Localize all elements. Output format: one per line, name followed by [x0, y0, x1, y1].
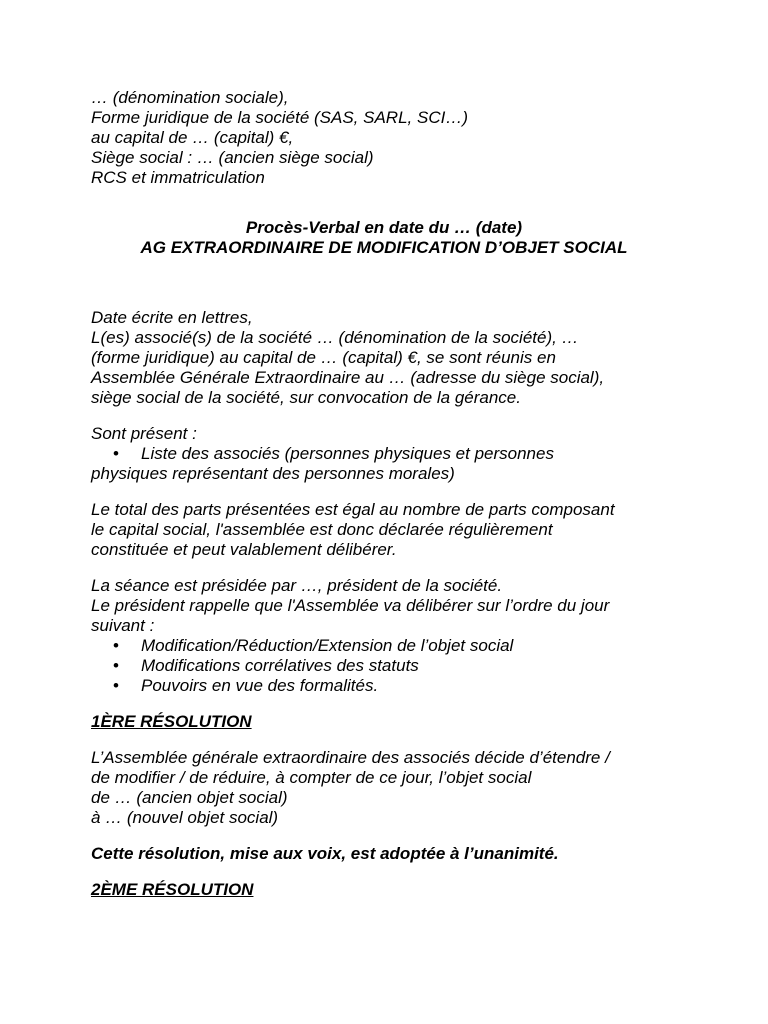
present-label: Sont présent :: [91, 424, 197, 443]
present-item-continuation: physiques représentant des personnes morales): [91, 464, 455, 483]
bullet-icon: •: [113, 444, 119, 463]
list-item: [91, 676, 691, 696]
spacer: [91, 828, 691, 844]
agenda-list: [91, 636, 691, 696]
resolution-line: de modifier / de réduire, à compter de ce jour, l’objet social: [91, 768, 532, 787]
resolution-1-heading: 1ÈRE RÉSOLUTION: [91, 712, 252, 731]
present-section: [91, 424, 691, 484]
legal-form-line: Forme juridique de la société (SAS, SARL, SCI…): [91, 108, 468, 127]
list-item: [91, 636, 691, 656]
intro-line: (forme juridique) au capital de … (capital) €, se sont réunis en: [91, 348, 556, 367]
spacer: [91, 188, 691, 218]
spacer: [91, 258, 691, 308]
bullet-icon: •: [113, 656, 119, 675]
agenda-item-text: Pouvoirs en vue des formalités.: [141, 676, 379, 695]
resolution-line: L’Assemblée générale extraordinaire des associés décide d’étendre /: [91, 748, 610, 767]
list-item: [91, 656, 691, 676]
quorum-line: Le total des parts présentées est égal au nombre de parts composant: [91, 500, 615, 519]
quorum-line: constituée et peut valablement délibérer.: [91, 540, 397, 559]
resolution-line: de … (ancien objet social): [91, 788, 288, 807]
spacer: [91, 560, 691, 576]
intro-line: Date écrite en lettres,: [91, 308, 253, 327]
document-title: [91, 218, 691, 258]
present-list: [91, 444, 691, 464]
spacer: [91, 732, 691, 748]
spacer: [91, 864, 691, 880]
company-name-line: … (dénomination sociale),: [91, 88, 289, 107]
list-item: [91, 444, 691, 464]
spacer: [91, 408, 691, 424]
spacer: [91, 484, 691, 500]
rcs-line: RCS et immatriculation: [91, 168, 265, 187]
title-date-line: Procès-Verbal en date du … (date): [245, 218, 523, 237]
quorum-paragraph: [91, 500, 691, 560]
intro-paragraph: [91, 308, 691, 408]
resolution-line: à … (nouvel objet social): [91, 808, 279, 827]
bullet-icon: •: [113, 636, 119, 655]
registered-office-line: Siège social : … (ancien siège social): [91, 148, 374, 167]
company-header: [91, 88, 691, 188]
bullet-icon: •: [113, 676, 119, 695]
title-main-line: AG EXTRAORDINAIRE DE MODIFICATION D’OBJET SOCIAL: [140, 238, 628, 257]
agenda-line: La séance est présidée par …, président de la société.: [91, 576, 503, 595]
agenda-item-text: Modification/Réduction/Extension de l’objet social: [141, 636, 514, 655]
intro-line: siège social de la société, sur convocation de la gérance.: [91, 388, 521, 407]
resolution-2-heading: 2ÈME RÉSOLUTION: [91, 880, 254, 899]
present-item-text: Liste des associés (personnes physiques et personnes: [141, 444, 554, 463]
agenda-line: suivant :: [91, 616, 155, 635]
intro-line: Assemblée Générale Extraordinaire au … (adresse du siège social),: [91, 368, 605, 387]
agenda-line: Le président rappelle que l'Assemblée va délibérer sur l’ordre du jour: [91, 596, 610, 615]
agenda-section: [91, 576, 691, 696]
quorum-line: le capital social, l'assemblée est donc déclarée régulièrement: [91, 520, 553, 539]
spacer: [91, 696, 691, 712]
resolution-1-vote: Cette résolution, mise aux voix, est adoptée à l’unanimité.: [91, 844, 559, 863]
resolution-1-body: [91, 748, 691, 828]
capital-line: au capital de … (capital) €,: [91, 128, 294, 147]
document-page: [91, 88, 691, 900]
agenda-item-text: Modifications corrélatives des statuts: [141, 656, 419, 675]
intro-line: L(es) associé(s) de la société … (dénomination de la société), …: [91, 328, 579, 347]
